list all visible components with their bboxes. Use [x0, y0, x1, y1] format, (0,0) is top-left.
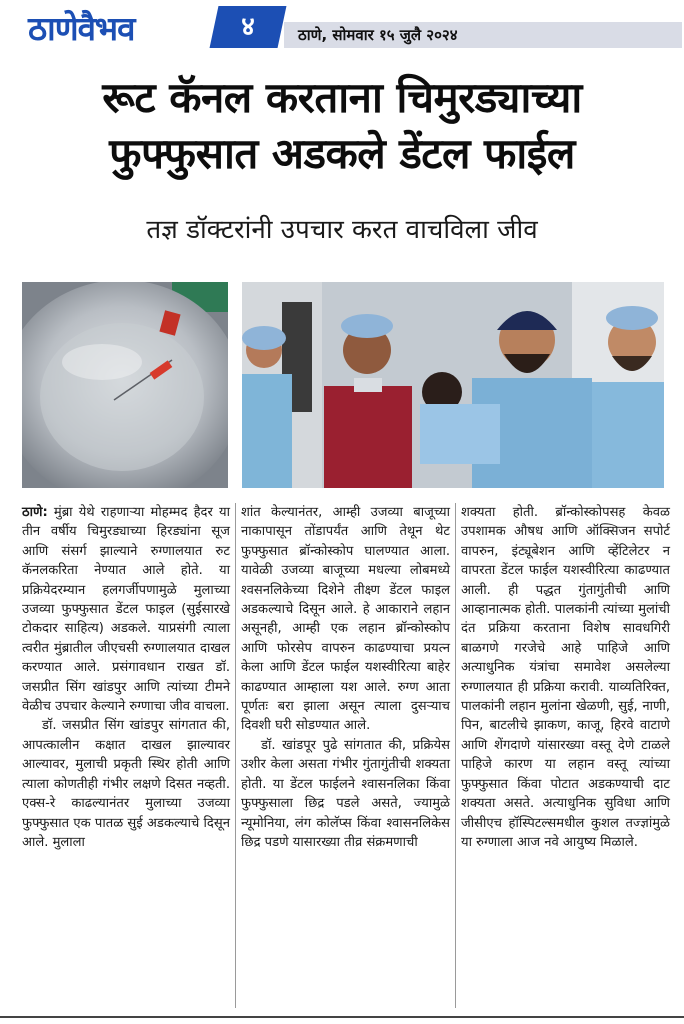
- dateline: ठाणे, सोमवार १५ जुलै २०२४: [298, 26, 458, 44]
- dental-file-in-tray-image: [22, 282, 228, 488]
- headline-line-2: फुफ्फुसात अडकले डेंटल फाईल: [109, 129, 575, 178]
- column-divider-1: [235, 503, 236, 1008]
- headline: [0, 70, 684, 182]
- column-1-text-1: मुंब्रा येथे राहणाऱ्या मोहम्मद हैदर या तीन वर्षीय चिमुरड्याच्या हिरड्यांना सूज आणि संसर्ग झाल्याने रुग्णालयात रुट कॅनलकरिता नेण्यात आले होते. या प्रक्रियेदरम्यान हलगर्जीपणामुळे मुलाच्या उजव्या फुफ्फुसात डेंटल फाइल (सुईसारखे टोकदार साहित्य) अडकले. याप्रसंगी त्याला त्वरीत मुंब्रातील जीएचसी रुग्णालयात दाखल करण्यात आले. प्रसंगावधान राखत डॉ. जसप्रीत सिंग खांडपुर आणि त्यांच्या टीमने वेळीच उपचार केल्याने रुग्णाचा जीव वाचला.: [22, 505, 230, 715]
- column-2-paragraph-2: डॉ. खांडपूर पुढे सांगतात की, प्रक्रियेस उशीर केला असता गंभीर गुंतागुंतीची शक्यता होती. या डेंटल फाईलने श्वासनलिका किंवा फुफ्फुसाला छिद्र पडले असते, ज्यामुळे न्यूमोनिया, लंग कोलॅप्स किंवा श्वासनलिकेस छिद्र पडणे यासारख्या तीव्र संक्रमणाची: [241, 737, 450, 850]
- newspaper-logo: ठाणेवैभव: [28, 9, 135, 48]
- article-column-3: [461, 503, 670, 852]
- subheadline: तज्ञ डॉक्टरांनी उपचार करत वाचविला जीव: [146, 215, 538, 245]
- page-bottom-rule: [0, 1016, 684, 1018]
- column-divider-2: [455, 503, 456, 1008]
- column-1-paragraph-2: डॉ. जसप्रीत सिंग खांडपुर सांगतात की, आपत्कालीन कक्षात दाखल झाल्यावर आल्यावर, मुलाची प्रकृती स्थिर होती आणि त्याला कोणतीही गंभीर लक्षणे दिसत नव्हती. एक्स-रे काढल्यानंतर मुलाच्या उजव्या फुफ्फुसात एक पातळ सुई अडकल्याचे दिसून आले. मुलाला: [22, 718, 230, 850]
- article-body: [0, 503, 684, 1013]
- dateline-place: ठाणे:: [22, 505, 48, 520]
- doctors-with-child-image: [242, 282, 664, 488]
- steel-tray-photo: [22, 282, 228, 488]
- page-number: ४: [241, 12, 255, 42]
- masthead: [0, 0, 684, 58]
- doctors-team-photo: [242, 282, 664, 488]
- article-column-2: [241, 503, 450, 852]
- column-1-paragraph-1: [22, 503, 230, 716]
- headline-line-1: रूट कॅनल करताना चिमुरड्याच्या: [102, 73, 582, 122]
- column-3-paragraph-1: शक्यता होती. ब्रॉन्कोस्कोपसह केवळ उपशामक औषध आणि ऑक्सिजन सपोर्ट वापरुन, इंट्यूबेशन आणि व्हेंटिलेटर न वापरता डेंटल फाईल यशस्वीरित्या काढण्यात आली. ही पद्धत गुंतागुंतीची आणि आव्हानात्मक होती. पालकांनी त्यांच्या मुलांची दंत प्रक्रिया करताना विशेष सावधगिरी बाळगणे गरजेचे आहे पाहिजे आणि अत्याधुनिक यंत्रांचा समावेश असलेल्या रुग्णालयात ही प्रक्रिया करावी. याव्यतिरिक्त, पालकांनी लहान मुलांना खेळणी, सुई, नाणी, पिन, बाटलीचे झाकण, काजू, हिरवे वाटाणे आणि शेंगदाणे यांसारख्या वस्तू देणे टाळले पाहिजे कारण या लहान वस्तू त्यांच्या फुफ्फुसात किंवा पोटात अडकण्याची दाट शक्यता असते. अत्याधुनिक सुविधा आणि जीसीएच हॉस्पिटल्समधील कुशल तज्ज्ञांमुळे या रुग्णाला आज नवे आयुष्य मिळाले.: [461, 505, 670, 850]
- column-2-paragraph-1: शांत केल्यानंतर, आम्ही उजव्या बाजूच्या नाकापासून तोंडापर्यंत आणि तेथून थेट फुफ्फुसात ब्रॉन्कोस्कोप घालण्यात आला. यावेळी उजव्या बाजूच्या मधल्या लोबमध्ये श्वसनलिकेच्या दिशेने तीक्ष्ण डेंटल फाइल अडकल्याचे दिसून आले. हे आकाराने लहान असूनही, आम्ही एक लहान ब्रॉन्कोस्कोप आणि फोरसेप वापरुन काढण्याचा प्रयत्न केला आणि डेंटल फाईल यशस्वीरित्या बाहेर काढण्यात आम्हाला यश आले. रुग्ण आता पूर्णतः बरा झाला असून त्याला दुसऱ्याच दिवशी घरी सोडण्यात आले.: [241, 505, 450, 734]
- article-column-1: [22, 503, 230, 852]
